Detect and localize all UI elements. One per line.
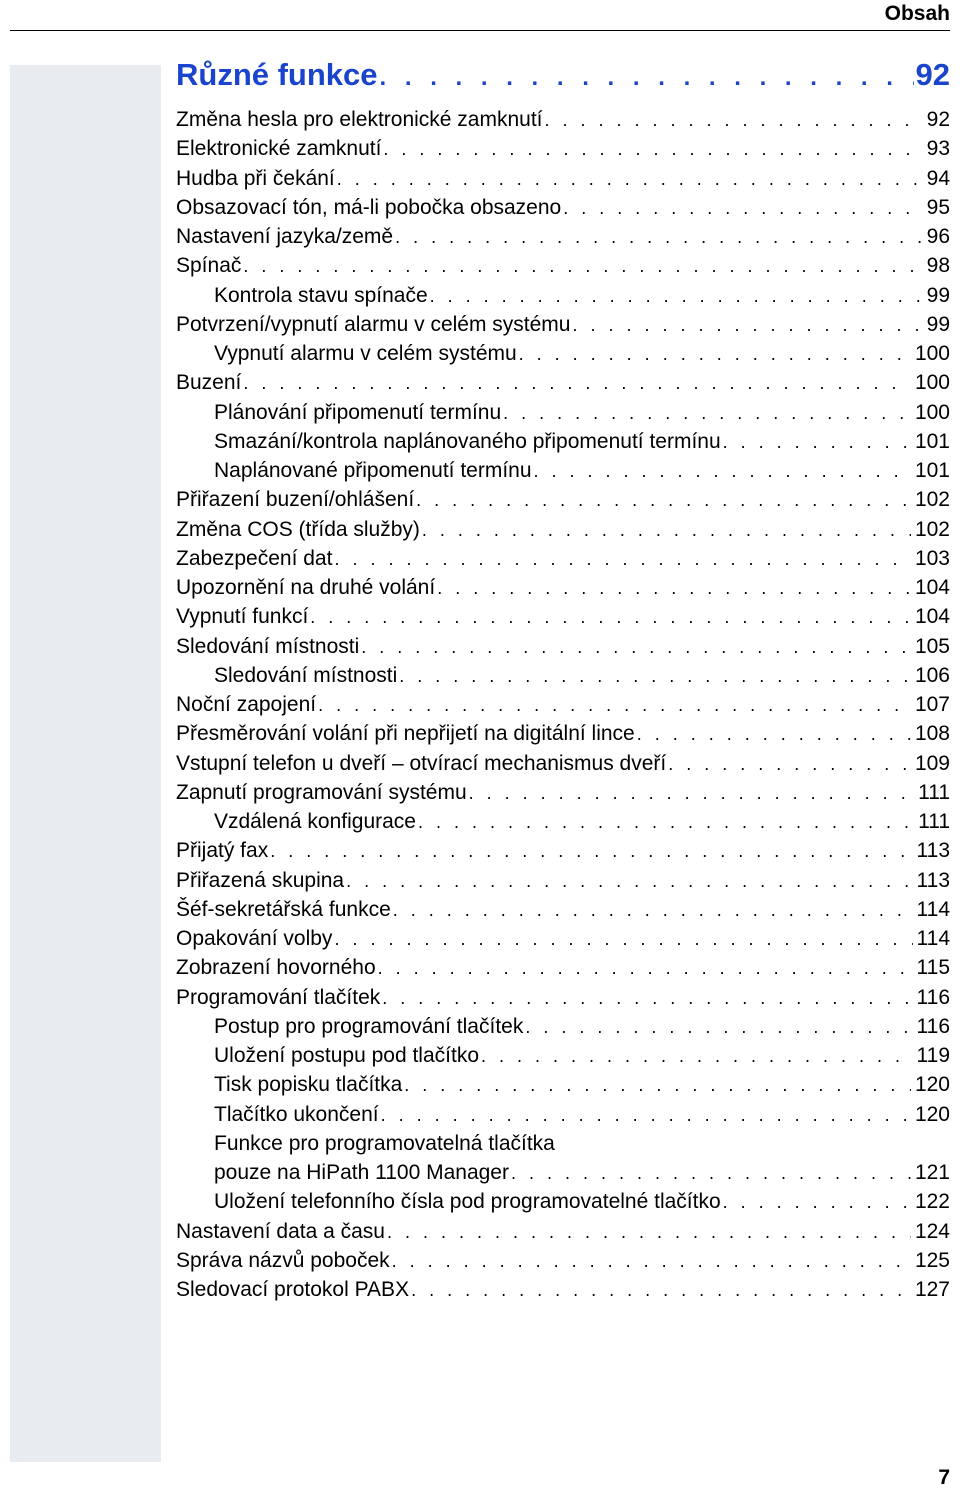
- toc-entry-title: Obsazovací tón, má-li pobočka obsazeno: [176, 195, 562, 219]
- dot-leader: [637, 720, 911, 749]
- toc-entry-page: 120: [914, 1102, 950, 1126]
- toc-entry-page: 119: [916, 1044, 950, 1067]
- toc-entry-title: Plánování připomenutí termínu: [214, 400, 502, 424]
- dot-leader: [404, 1071, 911, 1100]
- toc-entry-page: 114: [916, 927, 950, 950]
- toc-entry-page: 116: [916, 985, 950, 1009]
- toc-entry-title: Spínač: [176, 254, 242, 278]
- toc-entry[interactable]: [176, 222, 950, 251]
- dot-leader: [243, 252, 922, 281]
- dot-leader: [519, 340, 911, 369]
- dot-leader: [563, 194, 922, 223]
- toc-entry[interactable]: [176, 456, 950, 485]
- toc-entry[interactable]: [176, 836, 950, 865]
- toc-entry[interactable]: [176, 1187, 950, 1216]
- toc-entry-title: Šéf-sekretářská funkce: [176, 897, 391, 921]
- toc-entry-title: Změna hesla pro elektronické zamknutí: [176, 108, 543, 131]
- toc-entry-title: Hudba při čekání: [176, 166, 335, 190]
- dot-leader: [503, 399, 911, 428]
- toc-entry-page: 100: [914, 342, 950, 365]
- toc-entry[interactable]: [176, 749, 950, 778]
- toc-entry[interactable]: [176, 983, 950, 1012]
- toc-entry[interactable]: [176, 1217, 950, 1246]
- toc-entry-title: Přiřazení buzení/ohlášení: [176, 488, 415, 512]
- toc-entry-title: pouze na HiPath 1100 Manager: [214, 1161, 509, 1184]
- toc-entry-page: 93: [926, 137, 950, 161]
- toc-entry-page: 122: [914, 1190, 950, 1214]
- toc-entry-page: 113: [916, 839, 950, 863]
- toc-entry-page: 98: [926, 254, 950, 278]
- toc-entries: [176, 105, 950, 1304]
- dot-leader: [411, 1276, 911, 1305]
- toc-entry-page: 113: [916, 868, 950, 892]
- toc-entry-page: 115: [916, 956, 950, 980]
- toc-entry-title: Zobrazení hovorného: [176, 956, 376, 980]
- toc-entry-page: 116: [916, 1014, 950, 1038]
- toc-entry[interactable]: [176, 515, 950, 544]
- toc-entry-page: 124: [914, 1219, 950, 1243]
- toc-entry-page: 106: [914, 663, 950, 687]
- toc-entry-page: 100: [914, 371, 950, 395]
- dot-leader: [723, 1188, 911, 1217]
- dot-leader: [383, 135, 922, 164]
- toc-entry-page: 95: [926, 195, 950, 219]
- toc-entry[interactable]: [176, 1070, 950, 1099]
- toc-entry-title: Buzení: [176, 371, 242, 395]
- dot-leader: [381, 1101, 911, 1130]
- toc-entry-title: Přiřazená skupina: [176, 868, 345, 892]
- toc-entry-title: Vypnutí funkcí: [176, 605, 309, 629]
- toc-entry-page: 99: [926, 312, 950, 336]
- toc-entry-title: Elektronické zamknutí: [176, 137, 382, 161]
- toc-entry-title: Tisk popisku tlačítka: [214, 1073, 403, 1097]
- toc-entry[interactable]: [176, 164, 950, 193]
- dot-leader: [572, 311, 922, 340]
- toc-entry-page: 103: [914, 546, 950, 570]
- toc-entry[interactable]: [176, 719, 950, 748]
- toc-entry[interactable]: [176, 339, 950, 368]
- dot-leader: [387, 1218, 911, 1247]
- toc-entry-title: Smazání/kontrola naplánovaného připomenutí termínu: [214, 429, 721, 453]
- toc-entry-page: 102: [914, 517, 950, 541]
- toc-entry[interactable]: [176, 1275, 950, 1304]
- toc-entry-title: Funkce pro programovatelná tlačítka: [214, 1131, 555, 1155]
- toc-entry[interactable]: [176, 544, 950, 573]
- dot-leader: [243, 369, 911, 398]
- toc-entry-page: 105: [914, 634, 950, 658]
- toc-entry[interactable]: [176, 1246, 950, 1275]
- dot-leader: [511, 1159, 911, 1188]
- toc-entry[interactable]: [176, 310, 950, 339]
- toc-entry-page: 107: [914, 693, 950, 716]
- toc-entry-page: 101: [914, 429, 950, 453]
- side-margin-panel: [10, 65, 161, 1462]
- toc-entry-title: Sledování místnosti: [176, 634, 360, 658]
- toc-entry[interactable]: [176, 1100, 950, 1129]
- toc-entry[interactable]: [176, 895, 950, 924]
- toc-entry-title: Sledování místnosti: [214, 663, 398, 687]
- dot-leader: [334, 545, 911, 574]
- dot-leader: [525, 1013, 912, 1042]
- toc-entry-title: Změna COS (třída služby): [176, 517, 420, 541]
- toc-entry-title: Vzdálená konfigurace: [214, 810, 416, 833]
- page-number: 7: [938, 1466, 950, 1489]
- chapter-page: 92: [915, 57, 950, 92]
- table-of-contents: [176, 57, 950, 1304]
- toc-entry-title: Uložení telefonního čísla pod programovatelné tlačítko: [214, 1190, 721, 1214]
- toc-entry[interactable]: [176, 1158, 950, 1187]
- toc-entry[interactable]: [176, 807, 950, 836]
- toc-entry[interactable]: [176, 368, 950, 397]
- toc-entry-page: 94: [926, 166, 950, 190]
- toc-entry[interactable]: [176, 251, 950, 280]
- toc-entry-title: Zabezpečení dat: [176, 546, 333, 570]
- toc-entry-page: 111: [918, 780, 950, 804]
- dot-leader: [382, 984, 912, 1013]
- toc-entry-page: 114: [916, 897, 950, 921]
- toc-entry[interactable]: [176, 1129, 950, 1158]
- toc-entry[interactable]: [176, 573, 950, 602]
- toc-entry[interactable]: [176, 1041, 950, 1070]
- dot-leader: [318, 691, 911, 720]
- toc-entry-page: 104: [914, 605, 950, 629]
- dot-leader: [393, 896, 913, 925]
- toc-entry[interactable]: [176, 778, 950, 807]
- dot-leader: [337, 165, 923, 194]
- toc-entry[interactable]: [176, 281, 950, 310]
- toc-entry[interactable]: [176, 193, 950, 222]
- toc-entry-title: Zapnutí programování systému: [176, 780, 467, 804]
- toc-entry-title: Opakování volby: [176, 927, 333, 950]
- toc-entry[interactable]: [176, 1012, 950, 1041]
- toc-entry-title: Potvrzení/vypnutí alarmu v celém systému: [176, 312, 571, 336]
- toc-entry[interactable]: [176, 953, 950, 982]
- toc-entry-page: 99: [926, 283, 950, 307]
- toc-entry-title: Správa názvů poboček: [176, 1248, 390, 1272]
- toc-entry[interactable]: [176, 661, 950, 690]
- toc-entry-title: Programování tlačítek: [176, 985, 381, 1009]
- dot-leader: [723, 428, 911, 457]
- toc-entry-page: 96: [926, 225, 950, 248]
- toc-entry-page: 125: [914, 1248, 950, 1272]
- dot-leader: [361, 633, 911, 662]
- dot-leader: [378, 954, 913, 983]
- toc-entry-title: Noční zapojení: [176, 693, 317, 716]
- toc-entry-page: 108: [914, 722, 950, 746]
- toc-entry[interactable]: [176, 602, 950, 631]
- dot-leader: [392, 1247, 911, 1276]
- toc-entry-page: 111: [918, 810, 950, 833]
- chapter-title: Různé funkce: [176, 57, 378, 92]
- toc-entry-page: 101: [914, 459, 950, 482]
- dot-leader: [437, 574, 911, 603]
- dot-leader: [534, 457, 911, 486]
- toc-entry-title: Nastavení jazyka/země: [176, 225, 394, 248]
- dot-leader: [416, 486, 911, 515]
- dot-leader: [422, 516, 911, 545]
- dot-leader: [545, 106, 923, 135]
- dot-leader: [380, 64, 914, 92]
- toc-entry-title: Vypnutí alarmu v celém systému: [214, 342, 517, 365]
- toc-entry-title: Sledovací protokol PABX: [176, 1278, 410, 1301]
- toc-entry-title: Uložení postupu pod tlačítko: [214, 1044, 480, 1067]
- toc-entry-page: 120: [914, 1073, 950, 1097]
- dot-leader: [270, 837, 912, 866]
- toc-entry[interactable]: [176, 485, 950, 514]
- toc-entry-page: 127: [914, 1278, 950, 1301]
- toc-entry-title: Upozornění na druhé volání: [176, 576, 436, 599]
- toc-entry[interactable]: [176, 924, 950, 953]
- toc-entry-page: 121: [914, 1161, 950, 1184]
- toc-entry[interactable]: [176, 690, 950, 719]
- toc-entry[interactable]: [176, 632, 950, 661]
- toc-entry[interactable]: [176, 134, 950, 163]
- section-header-label: Obsah: [884, 2, 950, 25]
- dot-leader: [399, 662, 911, 691]
- header-rule: [10, 30, 950, 31]
- dot-leader: [430, 282, 923, 311]
- toc-entry[interactable]: [176, 398, 950, 427]
- dot-leader: [469, 779, 914, 808]
- dot-leader: [668, 750, 911, 779]
- toc-entry-title: Přesměrování volání při nepřijetí na digitální lince: [176, 722, 635, 746]
- toc-entry[interactable]: [176, 866, 950, 895]
- dot-leader: [346, 867, 912, 896]
- dot-leader: [481, 1042, 913, 1071]
- dot-leader: [418, 808, 914, 837]
- toc-entry-page: 92: [926, 108, 950, 131]
- toc-chapter-heading[interactable]: [176, 57, 950, 101]
- toc-entry-page: 100: [914, 400, 950, 424]
- toc-entry-title: Naplánované připomenutí termínu: [214, 459, 532, 482]
- toc-entry[interactable]: [176, 427, 950, 456]
- toc-entry[interactable]: [176, 105, 950, 134]
- toc-entry-page: 102: [914, 488, 950, 512]
- toc-entry-page: 104: [914, 576, 950, 599]
- toc-entry-title: Nastavení data a času: [176, 1219, 385, 1243]
- toc-entry-title: Přijatý fax: [176, 839, 269, 863]
- dot-leader: [334, 925, 912, 954]
- dot-leader: [310, 603, 911, 632]
- toc-entry-title: Tlačítko ukončení: [214, 1102, 379, 1126]
- toc-entry-title: Kontrola stavu spínače: [214, 283, 428, 307]
- toc-entry-page: 109: [914, 751, 950, 775]
- toc-entry-title: Vstupní telefon u dveří – otvírací mechanismus dveří: [176, 751, 667, 775]
- dot-leader: [395, 223, 923, 252]
- toc-entry-title: Postup pro programování tlačítek: [214, 1014, 524, 1038]
